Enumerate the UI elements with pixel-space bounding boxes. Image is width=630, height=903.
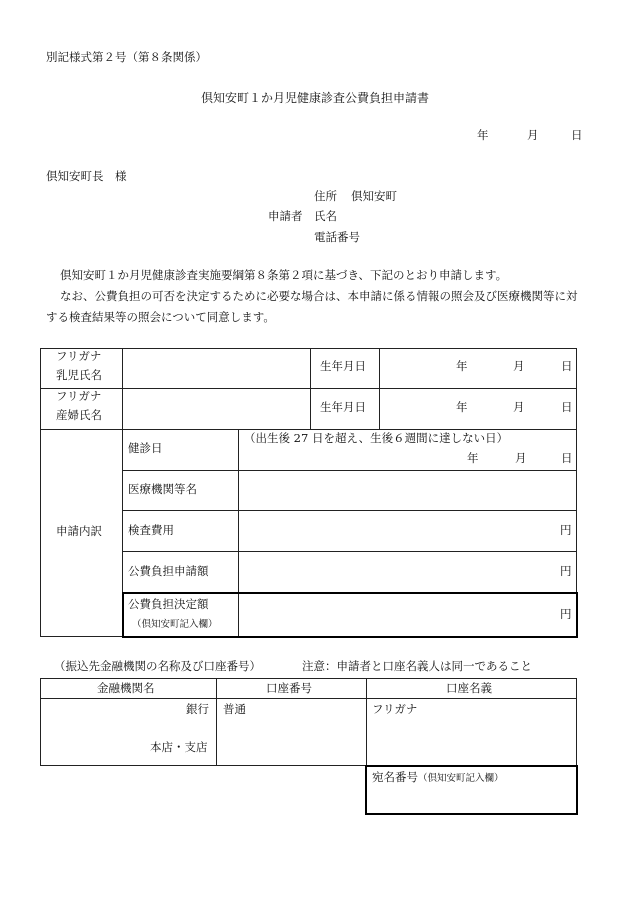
bank-section-header: （振込先金融機関の名称及び口座番号） bbox=[54, 659, 261, 673]
infant-furigana-label: フリガナ bbox=[56, 349, 102, 363]
col-institution: 金融機関名 bbox=[97, 681, 155, 695]
decided-amount-label: 公費負担決定額 bbox=[128, 597, 209, 611]
section-label: 申請内訳 bbox=[56, 524, 102, 538]
name-label: 氏名 bbox=[314, 209, 337, 223]
recipient-number-note: （倶知安町記入欄） bbox=[418, 773, 504, 784]
decided-amount-yen: 円 bbox=[560, 607, 572, 621]
body-line-2: なお、公費負担の可否を決定するために必要な場合は、本申請に係る情報の照会及び医療機関等に対 bbox=[60, 289, 578, 303]
addressee: 倶知安町長 様 bbox=[46, 169, 127, 183]
account-type: 普通 bbox=[223, 702, 246, 716]
address-value: 倶知安町 bbox=[351, 189, 397, 203]
exam-cost-yen: 円 bbox=[560, 523, 572, 537]
facility-label: 医療機関等名 bbox=[128, 482, 197, 496]
mother-birthdate-label: 生年月日 bbox=[320, 400, 366, 414]
body-line-1: 倶知安町１か月児健康診査実施要綱第８条第２項に基づき、下記のとおり申請します。 bbox=[60, 268, 508, 282]
infant-birthdate-label: 生年月日 bbox=[320, 359, 366, 373]
branch-suffix: 本店・支店 bbox=[150, 740, 208, 754]
mother-birth-day: 日 bbox=[561, 400, 573, 414]
col-account-number: 口座番号 bbox=[266, 681, 312, 695]
recipient-number-label bbox=[372, 771, 504, 785]
bank-suffix: 銀行 bbox=[186, 702, 209, 716]
phone-label: 電話番号 bbox=[314, 230, 360, 244]
checkup-day: 日 bbox=[561, 451, 573, 465]
decided-amount-note: （倶知安町記入欄） bbox=[132, 619, 218, 630]
checkup-year: 年 bbox=[467, 451, 479, 465]
bank-section-note: 注意：申請者と口座名義人は同一であること bbox=[302, 659, 532, 673]
mother-furigana-label: フリガナ bbox=[56, 389, 102, 403]
account-furigana-label: フリガナ bbox=[372, 702, 418, 716]
checkup-date-label: 健診日 bbox=[128, 441, 163, 455]
requested-amount-label: 公費負担申請額 bbox=[128, 564, 209, 578]
checkup-month: 月 bbox=[515, 451, 527, 465]
infant-birth-year: 年 bbox=[456, 359, 468, 373]
body-line-3: する検査結果等の照会について同意します。 bbox=[46, 310, 275, 324]
mother-name-label: 産婦氏名 bbox=[56, 408, 102, 422]
mother-birth-year: 年 bbox=[456, 400, 468, 414]
checkup-date-note: （出生後 27 日を超え、生後６週間に達しない日） bbox=[244, 431, 509, 445]
address-label: 住所 bbox=[314, 189, 337, 203]
recipient-number-label-text: 宛名番号 bbox=[372, 770, 418, 784]
requested-amount-yen: 円 bbox=[560, 564, 572, 578]
col-account-name: 口座名義 bbox=[446, 681, 492, 695]
infant-birth-day: 日 bbox=[561, 359, 573, 373]
date-month-label: 月 bbox=[527, 128, 539, 142]
infant-name-label: 乳児氏名 bbox=[56, 368, 102, 382]
date-day-label: 日 bbox=[571, 128, 583, 142]
date-year-label: 年 bbox=[477, 128, 489, 142]
applicant-label: 申請者 bbox=[268, 209, 303, 223]
page-title: 倶知安町１か月児健康診査公費負担申請書 bbox=[200, 91, 429, 105]
infant-birth-month: 月 bbox=[513, 359, 525, 373]
mother-birth-month: 月 bbox=[513, 400, 525, 414]
form-number: 別記様式第２号（第８条関係） bbox=[46, 50, 207, 64]
exam-cost-label: 検査費用 bbox=[128, 523, 174, 537]
